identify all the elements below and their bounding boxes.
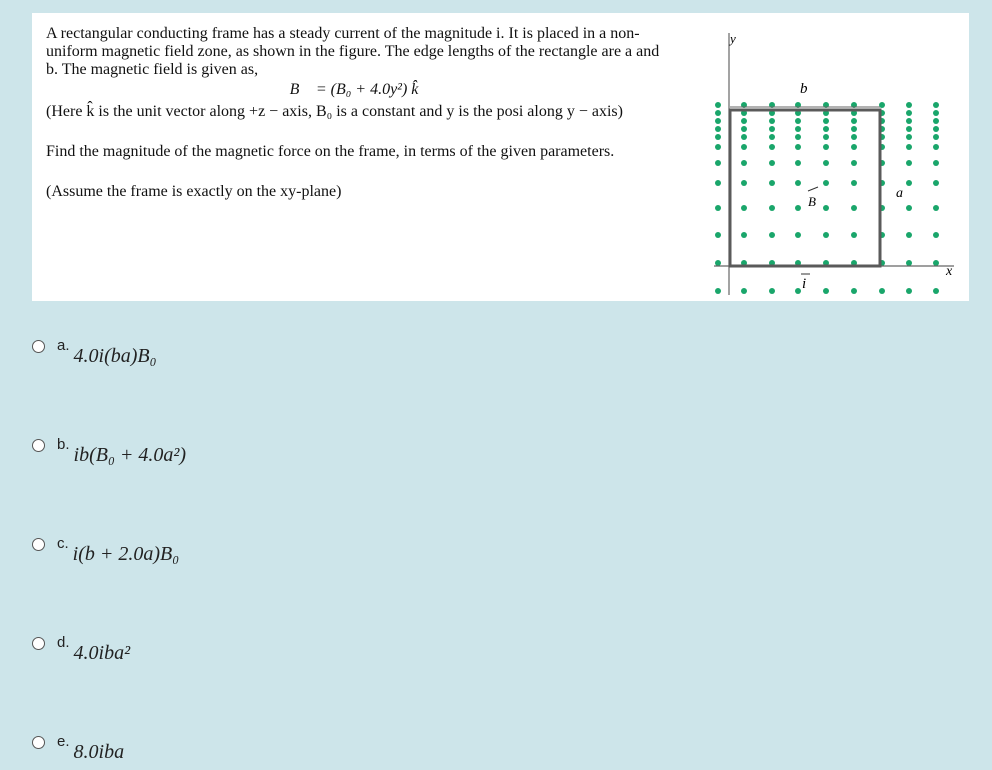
option-e-letter: e. [57,733,70,750]
field-dot [769,134,775,140]
question-card [32,13,969,301]
option-e-answer: 8.0iba [73,741,125,763]
field-dot [769,160,775,166]
field-dot [715,232,721,238]
field-dot [906,180,912,186]
field-dot [769,232,775,238]
option-b-letter: b. [57,436,70,453]
rectangular-frame [730,110,880,266]
field-dot [906,205,912,211]
field-dot [741,232,747,238]
option-a-radio[interactable] [32,340,45,353]
field-dot [741,205,747,211]
field-dot [906,288,912,294]
field-dot [741,126,747,132]
field-dot [795,180,801,186]
field-dot [851,118,857,124]
field-dot [933,110,939,116]
field-dot [795,160,801,166]
field-dot [933,134,939,140]
x-axis-label: x [946,264,953,279]
b-label: b [800,81,808,97]
field-dot [906,126,912,132]
field-dot [715,180,721,186]
field-dot [933,144,939,150]
field-dot [769,205,775,211]
field-dot [823,126,829,132]
field-dot [795,118,801,124]
magnetic-field-figure [684,23,964,300]
field-dot [715,126,721,132]
field-dot [906,110,912,116]
question-paragraph-4: (Assume the frame is exactly on the xy-plane) [46,183,342,200]
option-e-radio[interactable] [32,736,45,749]
option-a-answer: 4.0i(ba)B₀ [73,345,157,367]
field-dot [851,126,857,132]
field-dot [851,205,857,211]
field-dot [933,288,939,294]
field-dot [741,118,747,124]
field-dot [795,134,801,140]
field-dot [823,160,829,166]
field-dot [715,160,721,166]
field-dot [906,232,912,238]
option-b-answer: ib(B₀ + 4.0a²) [73,444,187,466]
question-paragraph-3: Find the magnitude of the magnetic force on the frame, in terms of the given parameters. [46,143,615,160]
a-label: a [896,186,903,201]
option-b[interactable] [32,436,186,467]
field-dot [851,160,857,166]
field-dot [715,110,721,116]
option-c-letter: c. [57,535,69,552]
field-dot [741,288,747,294]
field-dot [795,144,801,150]
field-dot [906,102,912,108]
figure-svg [684,23,964,295]
field-dot [715,205,721,211]
field-dot [769,144,775,150]
field-dot [795,205,801,211]
B-vector-arrow [808,187,818,191]
field-dot [906,160,912,166]
field-dot [769,288,775,294]
field-dot [933,102,939,108]
field-dot [933,180,939,186]
option-a-letter: a. [57,337,70,354]
option-d-letter: d. [57,634,70,651]
field-dot [851,144,857,150]
option-a[interactable] [32,337,157,368]
field-dot [715,288,721,294]
field-dot [823,118,829,124]
field-dot [933,126,939,132]
option-b-radio[interactable] [32,439,45,452]
field-dot [741,180,747,186]
B-field-label: B [808,194,816,209]
field-dot [741,134,747,140]
field-dot [769,118,775,124]
question-paragraph-1: A rectangular conducting frame has a steady current of the magnitude i. It is placed in a non-uniform magnetic field zone, as shown in the figure. The edge lengths of the rectangle are a and b. The magnetic field is given as, [46,25,660,78]
field-dot [851,134,857,140]
field-dot [906,134,912,140]
field-dot [851,180,857,186]
field-dot [933,260,939,266]
field-dot [823,205,829,211]
field-dot [715,144,721,150]
field-dot [715,134,721,140]
field-dot [933,118,939,124]
option-c-radio[interactable] [32,538,45,551]
field-dot [769,126,775,132]
field-dot [795,232,801,238]
question-paragraph-2: (Here k̂ is the unit vector along +z − axis, B₀ is a constant and y is the posi along y − axis) [46,103,623,120]
option-d[interactable] [32,634,130,665]
question-text [46,25,662,201]
field-dot [795,126,801,132]
field-dot [823,134,829,140]
field-dot [906,260,912,266]
option-c-answer: i(b + 2.0a)B₀ [72,543,180,565]
option-e[interactable] [32,733,124,764]
field-dot [741,144,747,150]
field-dot [851,288,857,294]
field-dot [795,288,801,294]
field-dot [879,288,885,294]
option-d-radio[interactable] [32,637,45,650]
field-dot [933,160,939,166]
field-dot [906,118,912,124]
field-dot [823,288,829,294]
field-dot [906,144,912,150]
field-dot [823,144,829,150]
field-dot [851,232,857,238]
field-dot [715,260,721,266]
field-dot [769,180,775,186]
option-d-answer: 4.0iba² [73,642,131,664]
field-dot [933,232,939,238]
y-axis-label: y [730,31,736,46]
field-dot [823,232,829,238]
field-dot [715,118,721,124]
field-equation: B⃗ = (B₀ + 4.0y²) k̂ [289,81,419,98]
option-c[interactable] [32,535,179,566]
field-dot [741,160,747,166]
field-dot [715,102,721,108]
field-dot [933,205,939,211]
field-dot [823,180,829,186]
current-label: i [802,276,807,292]
